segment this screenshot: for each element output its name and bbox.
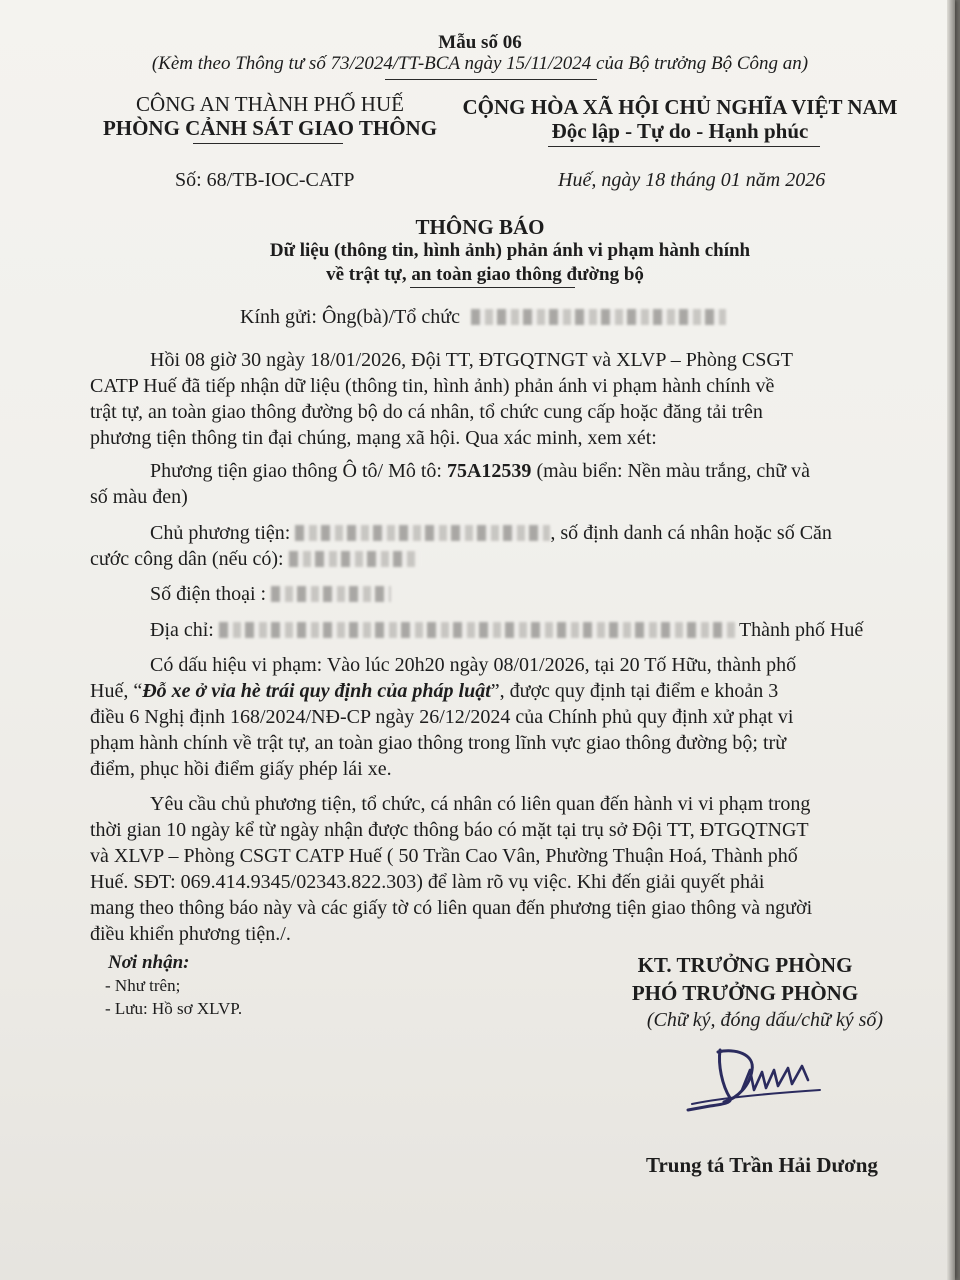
violation-line3: điều 6 Nghị định 168/2024/NĐ-CP ngày 26/12/2024 của Chính phủ quy định xử phạt vi	[90, 706, 794, 728]
document-number: Số: 68/TB-IOC-CATP	[175, 169, 355, 191]
vehicle-prefix: Phương tiện giao thông Ô tô/ Mô tô:	[150, 460, 447, 482]
request-line1: Yêu cầu chủ phương tiện, tổ chức, cá nhân có liên quan đến hành vi vi phạm trong	[150, 793, 811, 815]
redacted-address	[219, 622, 739, 638]
para1-line3: trật tự, an toàn giao thông đường bộ do cá nhân, tổ chức cung cấp hoặc đăng tải trên	[90, 401, 763, 423]
notice-subtitle-line2: về trật tự, an toàn giao thông đường bộ	[326, 264, 644, 285]
violation-suffix: ”, được quy định tại điểm e khoản 3	[490, 680, 779, 702]
signer-title-2: PHÓ TRƯỞNG PHÒNG	[631, 981, 859, 1005]
department-underline	[193, 143, 343, 144]
recipients-title: Nơi nhận:	[108, 952, 190, 973]
address-line	[150, 617, 863, 643]
notice-subtitle-line1: Dữ liệu (thông tin, hình ảnh) phản ánh vi phạm hành chính	[269, 240, 751, 261]
para1-line1: Hồi 08 giờ 30 ngày 18/01/2026, Đội TT, ĐTGQTNGT và XLVP – Phòng CSGT	[150, 349, 793, 371]
issuing-org: CÔNG AN THÀNH PHỐ HUẾ	[136, 92, 404, 116]
form-note-underline	[385, 79, 597, 80]
phone-line	[150, 581, 391, 607]
signature-note: (Chữ ký, đóng dấu/chữ ký số)	[646, 1009, 884, 1031]
vehicle-suffix: (màu biển: Nền màu trắng, chữ và	[531, 460, 810, 482]
owner-label: Chủ phương tiện:	[150, 522, 296, 544]
request-line2: thời gian 10 ngày kể từ ngày nhận được thông báo có mặt tại trụ sở Đội TT, ĐTGQTNGT	[90, 819, 809, 841]
violation-prefix: Huế, “	[90, 680, 143, 702]
greeting-line	[240, 304, 726, 330]
redacted-owner-id	[289, 551, 419, 567]
address-label: Địa chỉ:	[150, 619, 219, 641]
recipient-item-2: - Lưu: Hồ sơ XLVP.	[105, 999, 243, 1018]
para1-line2: CATP Huế đã tiếp nhận dữ liệu (thông tin, hình ảnh) phản ánh vi phạm hành chính về	[90, 375, 775, 397]
request-line6: điều khiển phương tiện./.	[90, 923, 291, 945]
greeting-label: Kính gửi: Ông(bà)/Tổ chức	[240, 306, 460, 328]
redacted-phone	[271, 586, 391, 602]
subtitle-underline	[410, 287, 575, 288]
form-number: Mẫu số 06	[438, 32, 522, 53]
form-note: (Kèm theo Thông tư số 73/2024/TT-BCA ngày 15/11/2024 của Bộ trưởng Bộ Công an)	[151, 53, 809, 74]
owner-mid: , số định danh cá nhân hoặc số Căn	[550, 522, 832, 544]
violation-line5: điểm, phục hồi điểm giấy phép lái xe.	[90, 758, 392, 780]
owner-id-line	[90, 546, 419, 572]
redacted-recipient	[471, 309, 726, 325]
recipient-item-1: - Như trên;	[105, 976, 181, 995]
issuing-department: PHÒNG CẢNH SÁT GIAO THÔNG	[102, 116, 438, 140]
address-tail: Thành phố Huế	[738, 619, 864, 641]
signer-name: Trung tá Trần Hải Dương	[646, 1153, 878, 1177]
motto-underline	[548, 146, 820, 147]
phone-label: Số điện thoại :	[150, 583, 272, 605]
signer-title-1: KT. TRƯỞNG PHÒNG	[637, 953, 853, 977]
request-line3: và XLVP – Phòng CSGT CATP Huế ( 50 Trần Cao Vân, Phường Thuận Hoá, Thành phố	[90, 845, 798, 867]
notice-title: THÔNG BÁO	[415, 215, 545, 239]
violation-line2	[90, 678, 778, 704]
owner-line	[150, 520, 832, 546]
page-edge-shadow	[947, 0, 955, 1280]
country-name: CỘNG HÒA XÃ HỘI CHỦ NGHĨA VIỆT NAM	[462, 95, 898, 119]
issue-date: Huế, ngày 18 tháng 01 năm 2026	[558, 169, 826, 191]
license-plate: 75A12539	[446, 460, 532, 482]
redacted-owner-name	[295, 525, 550, 541]
handwritten-signature	[680, 1040, 850, 1120]
violation-line1: Có dấu hiệu vi phạm: Vào lúc 20h20 ngày 08/01/2026, tại 20 Tố Hữu, thành phố	[150, 654, 797, 676]
national-motto: Độc lập - Tự do - Hạnh phúc	[551, 119, 809, 143]
owner-id-label: cước công dân (nếu có):	[90, 548, 289, 570]
request-line4: Huế. SĐT: 069.414.9345/02343.822.303) để làm rõ vụ việc. Khi đến giải quyết phải	[90, 871, 765, 893]
vehicle-line2: số màu đen)	[90, 486, 188, 508]
violation-line4: phạm hành chính về trật tự, an toàn giao thông trong lĩnh vực giao thông đường bộ; trừ	[90, 732, 787, 754]
vehicle-line	[150, 458, 810, 484]
request-line5: mang theo thông báo này và các giấy tờ có liên quan đến phương tiện giao thông và người	[90, 897, 813, 919]
violation-description: Đỗ xe ở vỉa hè trái quy định của pháp luật	[142, 680, 491, 702]
para1-line4: phương tiện thông tin đại chúng, mạng xã hội. Qua xác minh, xem xét:	[90, 427, 657, 449]
